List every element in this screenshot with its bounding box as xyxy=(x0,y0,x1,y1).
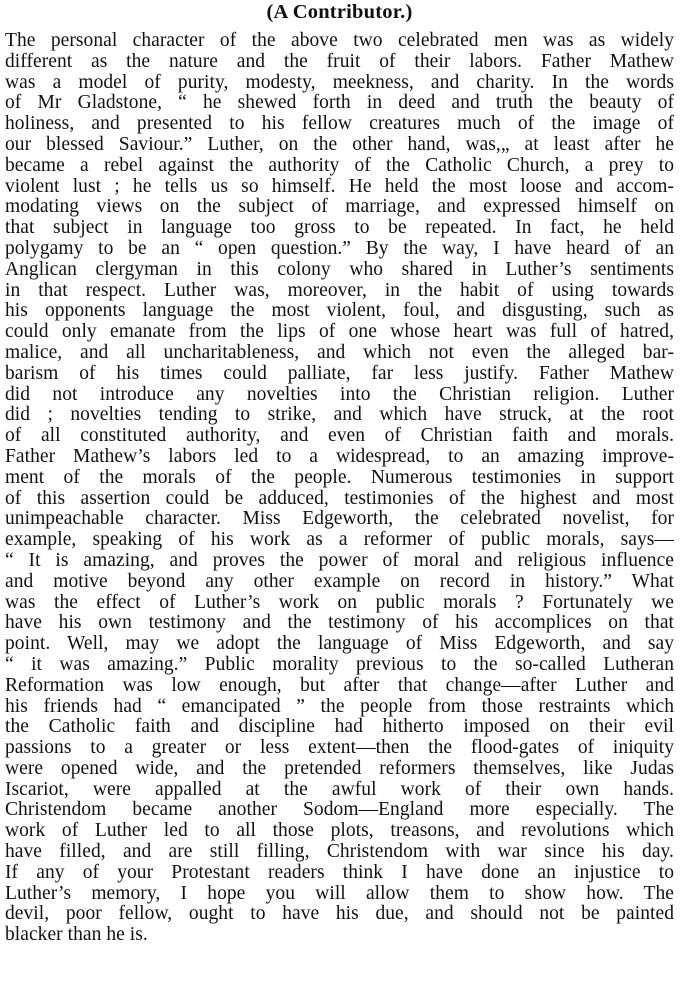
text-line: was a model of purity, modesty, meekness, and charity. In the words xyxy=(5,72,674,93)
text-line: and motive beyond any other example on record in history.” What xyxy=(5,571,674,592)
text-line: blacker than he is. xyxy=(5,925,148,946)
text-line: devil, poor fellow, ought to have his due, and should not be painted xyxy=(5,904,674,925)
text-line: The personal character of the above two celebrated men was as widely xyxy=(5,31,674,51)
text-line: malice, and all uncharitableness, and which not even the alleged bar- xyxy=(5,342,674,363)
text-line: example, speaking of his work as a reformer of public morals, says— xyxy=(5,530,674,551)
text-line: his friends had “ emancipated ” the people from those restraints which xyxy=(5,696,674,717)
text-line: barism of his times could palliate, far less justify. Father Mathew xyxy=(5,363,674,384)
text-line: have his own testimony and the testimony of his accomplices on that xyxy=(5,613,674,634)
text-line: passions to a greater or less extent—then the flood-gates of iniquity xyxy=(5,738,674,759)
text-line: were opened wide, and the pretended reformers themselves, like Judas xyxy=(5,758,674,779)
byline: (A Contributor.) xyxy=(266,1,413,23)
text-line: “ it was amazing.” Public morality previous to the so-called Lutheran xyxy=(5,654,674,675)
text-line: Luther’s memory, I hope you will allow them to show how. The xyxy=(5,883,674,904)
text-line: could only emanate from the lips of one whose heart was full of hatred, xyxy=(5,322,674,343)
text-line: did ; novelties tending to strike, and which have struck, at the root xyxy=(5,405,674,426)
text-line: did not introduce any novelties into the Christian religion. Luther xyxy=(5,384,674,405)
text-line: Father Mathew’s labors led to a widespread, to an amazing improve- xyxy=(5,446,674,467)
text-line: unimpeachable character. Miss Edgeworth, the celebrated novelist, for xyxy=(5,509,674,530)
text-line: the Catholic faith and discipline had hitherto imposed on their evil xyxy=(5,717,674,738)
text-line: of all constituted authority, and even of Christian faith and morals. xyxy=(5,426,674,447)
text-line: violent lust ; he tells us so himself. He held the most loose and accom- xyxy=(5,176,674,197)
text-line: Christendom became another Sodom—England more especially. The xyxy=(5,800,674,821)
text-line: in that respect. Luther was, moreover, in the habit of using towards xyxy=(5,280,674,301)
text-line: Reformation was low enough, but after that change—after Luther and xyxy=(5,675,674,696)
text-line: different as the nature and the fruit of their labors. Father Mathew xyxy=(5,51,674,72)
text-line: If any of your Protestant readers think I have done an injustice to xyxy=(5,862,674,883)
text-line: polygamy to be an “ open question.” By the way, I have heard of an xyxy=(5,238,674,259)
text-line: modating views on the subject of marriage, and expressed himself on xyxy=(5,197,674,218)
text-line: have filled, and are still filling, Christendom with war since his day. xyxy=(5,842,674,863)
article-body xyxy=(5,31,674,946)
text-line: was the effect of Luther’s work on public morals ? Fortunately we xyxy=(5,592,674,613)
text-line: our blessed Saviour.” Luther, on the other hand, was,„ at least after he xyxy=(5,134,674,155)
text-line: of Mr Gladstone, “ he shewed forth in deed and truth the beauty of xyxy=(5,93,674,114)
text-line: Iscariot, were appalled at the awful work of their own hands. xyxy=(5,779,674,800)
text-line: Anglican clergyman in this colony who shared in Luther’s sentiments xyxy=(5,259,674,280)
text-line: of this assertion could be adduced, testimonies of the highest and most xyxy=(5,488,674,509)
text-line: “ It is amazing, and proves the power of moral and religious influence xyxy=(5,550,674,571)
text-line: became a rebel against the authority of the Catholic Church, a prey to xyxy=(5,155,674,176)
text-line: holiness, and presented to his fellow creatures much of the image of xyxy=(5,114,674,135)
text-line: his opponents language the most violent, foul, and disgusting, such as xyxy=(5,301,674,322)
text-line: work of Luther led to all those plots, treasons, and revolutions which xyxy=(5,821,674,842)
text-line: ment of the morals of the people. Numerous testimonies in support xyxy=(5,467,674,488)
text-line: that subject in language too gross to be repeated. In fact, he held xyxy=(5,218,674,239)
text-line: point. Well, may we adopt the language of Miss Edgeworth, and say xyxy=(5,634,674,655)
